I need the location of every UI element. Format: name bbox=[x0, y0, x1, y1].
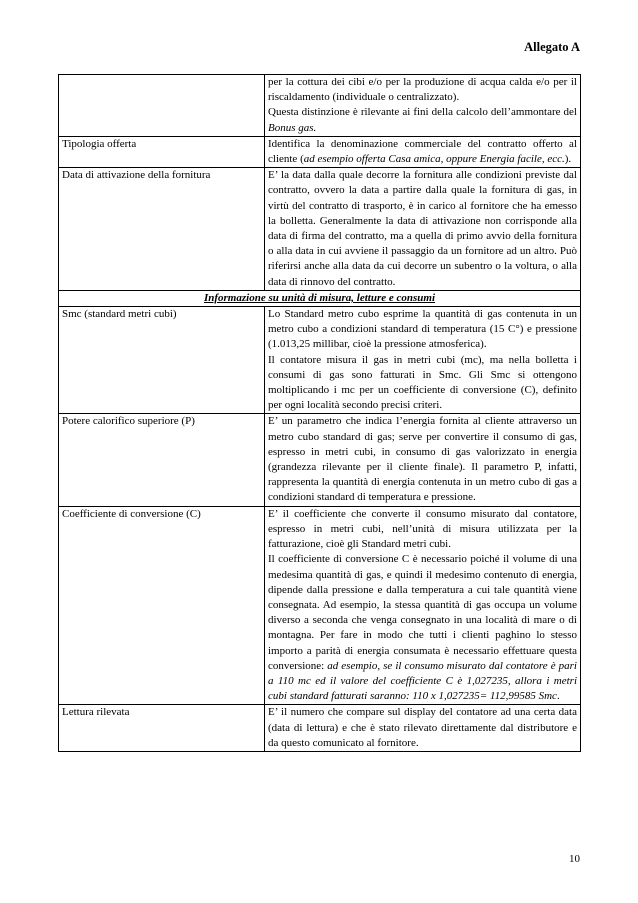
italic-run: ad esempio, se il consumo misurato dal contatore è pari a 110 mc ed il valore del coefficiente C è 1,027235, allora i metri cubi standard fatturati saranno: 110 x 1,027235= 112,99585 Smc bbox=[268, 659, 577, 703]
definition-text bbox=[268, 552, 577, 704]
italic-run: ad esempio offerta Casa amica, oppure Energia facile, ecc. bbox=[303, 153, 565, 166]
definition-text: Lo Standard metro cubo esprime la quantità di gas contenuta in un metro cubo a condizioni standard di temperatura (15 C°) e pressione (1.013,25 millibar, cioè la pressione atmosferica). bbox=[268, 308, 577, 351]
definition-text bbox=[268, 137, 577, 167]
term-cell: Tipologia offerta bbox=[59, 136, 265, 167]
term-cell: Potere calorifico superiore (P) bbox=[59, 414, 265, 506]
definition-text: E’ il numero che compare sul display del contatore ad una certa data (data di lettura) e che è stato rilevato direttamente dal distributore e da questo comunicato al fornitore. bbox=[268, 706, 577, 749]
table-row bbox=[59, 307, 581, 414]
table-row bbox=[59, 705, 581, 752]
table-row bbox=[59, 168, 581, 291]
term-cell: Lettura rilevata bbox=[59, 705, 265, 752]
table-row bbox=[59, 414, 581, 506]
term-cell: Coefficiente di conversione (C) bbox=[59, 506, 265, 705]
definition-text: E’ la data dalla quale decorre la fornitura alle condizioni previste dal contratto, ovvero la data a partire dalla quale la fornitura di gas, in virtù del contratto di trasporto, è in carico al fornitore che ha emesso la bolletta. Generalmente la data di attivazione non corrisponde alla data di firma del contratto, ma a quella di primo avvio della fornitura o alla data in cui avviene il passaggio da un fornitore ad un altro. Può riferirsi anche alla data da cui decorre un subentro o la voltura, o alla data di rinnovo del contratto. bbox=[268, 169, 577, 288]
definition-cell bbox=[265, 414, 581, 506]
definition-text bbox=[268, 105, 577, 135]
section-row bbox=[59, 290, 581, 306]
definition-cell bbox=[265, 136, 581, 167]
italic-run: Bonus gas. bbox=[268, 121, 317, 134]
text-run: Il coefficiente di conversione C è necessario poiché il volume di una medesima quantità di gas, e quindi il medesimo contenuto di energia, dipende dalla pressione e dalla temperatura a cui tale quantità viene consegnata. Ad esempio, la stessa quantità di gas occupa un volume diverso a seconda che venga consegnato in una località di mare o di montagna. Per fare in modo che tutti i clienti paghino lo stesso importo a parità di energia consumata è necessario effettuare questa conversione: bbox=[268, 553, 577, 672]
table-row bbox=[59, 136, 581, 167]
text-run: Questa distinzione è rilevante ai fini della calcolo dell’ammontare del bbox=[268, 106, 577, 119]
definition-cell bbox=[265, 705, 581, 752]
term-cell: Data di attivazione della fornitura bbox=[59, 168, 265, 291]
definition-text: E’ il coefficiente che converte il consumo misurato dal contatore, espresso in metri cubi, nell’unità di misura utilizzata per la fatturazione, cioè gli Standard metri cubi. bbox=[268, 507, 577, 551]
text-run: ). bbox=[564, 153, 572, 166]
text-run: . bbox=[556, 690, 560, 703]
text-run: Identifica la denominazione commerciale del contratto offerto al cliente ( bbox=[268, 137, 577, 166]
definition-text: Il contatore misura il gas in metri cubi (mc), ma nella bolletta i consumi di gas sono fatturati in Smc. Gli Smc si ottengono moltiplicando i mc per un coefficiente di conversione (C), definito per ogni località secondo precisi criteri. bbox=[268, 353, 577, 412]
table-row bbox=[59, 506, 581, 705]
definition-cell bbox=[265, 168, 581, 291]
definition-text: per la cottura dei cibi e/o per la produzione di acqua calda e/o per il riscaldamento (individuale o centralizzato). bbox=[268, 76, 577, 104]
definition-cell bbox=[265, 75, 581, 137]
page-number: 10 bbox=[569, 853, 580, 865]
definition-text: E’ un parametro che indica l’energia fornita al cliente attraverso un metro cubo standard di gas; serve per convertire il consumo di gas, espresso in metri cubi, in consumo di gas valorizzato in energia (grandezza rilevante per il cliente finale). Il parametro P, infatti, rappresenta la quantità di energia contenuta in un metro cubo di gas a condizioni standard di temperatura e pressione. bbox=[268, 415, 577, 504]
term-cell: Smc (standard metri cubi) bbox=[59, 307, 265, 414]
definition-cell bbox=[265, 307, 581, 414]
section-heading: Informazione su unità di misura, letture e consumi bbox=[59, 290, 581, 306]
glossary-table bbox=[58, 74, 581, 752]
table-row bbox=[59, 75, 581, 137]
term-cell bbox=[59, 75, 265, 137]
definition-cell bbox=[265, 506, 581, 705]
document-header: Allegato A bbox=[524, 40, 580, 54]
